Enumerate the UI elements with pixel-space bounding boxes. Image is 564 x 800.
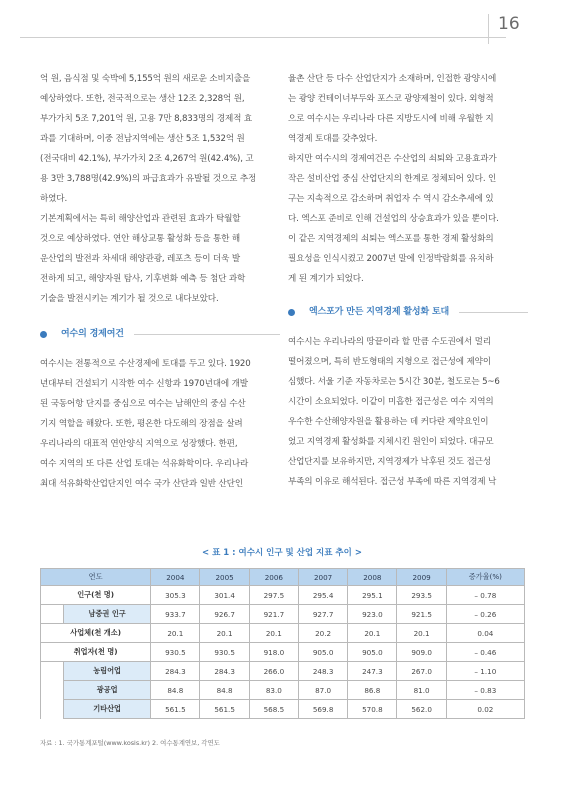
table-cell: 83.0 <box>249 681 298 700</box>
page-number: 16 <box>498 14 520 34</box>
table-cell: – 0.83 <box>446 681 524 700</box>
text-line: 억 원, 음식점 및 숙박에 5,155억 원의 새로운 소비지출을 <box>40 74 251 84</box>
text-line: 떨어졌으며, 특히 반도형태의 지형으로 접근성에 제약이 <box>288 357 491 367</box>
text-line: 기지 역할을 해왔다. 또한, 평온한 다도해의 장점을 살려 <box>40 419 243 429</box>
table-cell: 926.7 <box>200 605 249 624</box>
text-line: 것으로 예상하였다. 연안 해상교통 활성화 등을 통한 해 <box>40 234 240 244</box>
text-line: 여수 지역의 또 다른 산업 토대는 석유화학이다. 우리나라 <box>40 459 249 469</box>
section-heading-expo <box>288 301 528 323</box>
text-line: 작은 설비산업 중심 산업단지의 한계로 정체되어 있다. 인 <box>288 174 497 184</box>
table-cell: 20.1 <box>397 624 446 643</box>
table-cell: 20.1 <box>200 624 249 643</box>
text-line: 년대부터 건설되기 시작한 여수 신항과 1970년대에 개발 <box>40 379 248 389</box>
text-line: 된 국동어항 단지를 중심으로 여수는 남해안의 중심 수산 <box>40 399 246 409</box>
row-label: 농림어업 <box>64 662 151 681</box>
right-paragraph-3 <box>288 332 528 492</box>
table-cell: 568.5 <box>249 700 298 719</box>
table-cell: 248.3 <box>298 662 347 681</box>
table-row <box>41 586 525 605</box>
table-cell: 921.7 <box>249 605 298 624</box>
table-header-cell: 2008 <box>348 569 397 586</box>
text-line: 전하게 되고, 해양자원 탐사, 기후변화 예측 등 첨단 과학 <box>40 274 246 284</box>
row-label: 광공업 <box>64 681 151 700</box>
table-row <box>41 662 525 681</box>
right-paragraph-1 <box>288 69 528 149</box>
text-line: 산업단지를 보유하지만, 지역경제가 낙후된 것도 접근성 <box>288 457 491 467</box>
table-cell: 561.5 <box>151 700 200 719</box>
text-line: 으로 여수시는 우리나라 다른 지방도시에 비해 우월한 지 <box>288 114 494 124</box>
text-line: 여수시는 우리나라의 땅끝이라 할 만큼 수도권에서 멀리 <box>288 337 491 347</box>
text-line: 는 광양 컨테이너부두와 포스코 광양제철이 있다. 외형적 <box>288 94 494 104</box>
row-indent <box>41 605 64 624</box>
table-cell: 20.2 <box>298 624 347 643</box>
section-heading-text: 엑스포가 만든 지역경제 활성화 토대 <box>309 307 450 317</box>
table-header-cell: 2007 <box>298 569 347 586</box>
table-cell: 247.3 <box>348 662 397 681</box>
table-source-note: 자료 : 1. 국가통계포털(www.kosis.kr) 2. 여수통계연보, 각연도 <box>40 739 220 747</box>
table-header-cell: 증가율(%) <box>446 569 524 586</box>
table-row <box>41 681 525 700</box>
table-body <box>41 586 525 719</box>
table-cell: – 0.26 <box>446 605 524 624</box>
row-label: 남중권 인구 <box>64 605 151 624</box>
table-cell: 570.8 <box>348 700 397 719</box>
text-line: (전국대비 42.1%), 부가가치 2조 4,267억 원(42.4%), 고 <box>40 154 254 164</box>
left-column <box>40 69 280 494</box>
text-line: 우수한 수산해양자원을 활용하는 데 커다란 제약요인이 <box>288 417 489 427</box>
table-cell: 295.1 <box>348 586 397 605</box>
heading-rule <box>459 312 528 313</box>
text-line: 예상하였다. 또한, 전국적으로는 생산 12조 2,328억 원, <box>40 94 245 104</box>
table-cell: 295.4 <box>298 586 347 605</box>
table-cell: 20.1 <box>151 624 200 643</box>
table-cell: – 1.10 <box>446 662 524 681</box>
text-line: 운산업의 발전과 차세대 해양관광, 레포츠 등이 더욱 발 <box>40 254 240 264</box>
text-line: 었고 지역경제 활성화를 지체시킨 원인이 되었다. 대규모 <box>288 437 494 447</box>
text-line: 구는 지속적으로 감소하며 취업자 수 역시 감소추세에 있 <box>288 194 494 204</box>
table-cell: 297.5 <box>249 586 298 605</box>
table-row <box>41 605 525 624</box>
page-header <box>0 0 564 62</box>
right-paragraph-2 <box>288 149 528 289</box>
bullet-dot-icon <box>40 331 47 338</box>
text-line: 시간이 소요되었다. 이같이 미흡한 접근성은 여수 지역의 <box>288 397 494 407</box>
row-indent <box>41 662 64 681</box>
table-cell: 20.1 <box>249 624 298 643</box>
table-cell: 0.04 <box>446 624 524 643</box>
table-cell: 561.5 <box>200 700 249 719</box>
header-rule <box>20 37 506 38</box>
table-cell: 905.0 <box>348 643 397 662</box>
text-line: 심했다. 서울 기준 자동차로는 5시간 30분, 철도로는 5~6 <box>288 377 500 387</box>
left-paragraph-1 <box>40 69 280 209</box>
table-cell: – 0.46 <box>446 643 524 662</box>
left-paragraph-3 <box>40 354 280 494</box>
table-row <box>41 624 525 643</box>
table-cell: 562.0 <box>397 700 446 719</box>
table-cell: – 0.78 <box>446 586 524 605</box>
text-line: 부가가치 5조 7,201억 원, 고용 7만 8,833명의 경제적 효 <box>40 114 253 124</box>
table-cell: 927.7 <box>298 605 347 624</box>
table-cell: 86.8 <box>348 681 397 700</box>
indicator-table <box>40 568 525 719</box>
row-indent <box>41 681 64 700</box>
table-cell: 909.0 <box>397 643 446 662</box>
table-cell: 0.02 <box>446 700 524 719</box>
table-header-cell: 2005 <box>200 569 249 586</box>
table-header-cell: 2006 <box>249 569 298 586</box>
heading-rule <box>134 334 280 335</box>
text-line: 다. 엑스포 준비로 인해 건설업의 상승효과가 있을 뿐이다. <box>288 214 499 224</box>
text-line: 우리나라의 대표적 연안양식 지역으로 성장했다. 한편, <box>40 439 238 449</box>
text-line: 이 같은 지역경제의 쇠퇴는 엑스포를 통한 경제 활성화의 <box>288 234 494 244</box>
table-header-label: 연도 <box>41 569 151 586</box>
table-cell: 301.4 <box>200 586 249 605</box>
table-header-row <box>41 569 525 586</box>
table-cell: 87.0 <box>298 681 347 700</box>
text-line: 최대 석유화학산업단지인 여수 국가 산단과 일반 산단인 <box>40 479 243 489</box>
text-line: 율촌 산단 등 다수 산업단지가 소재하며, 인접한 광양시에 <box>288 74 497 84</box>
section-heading-text: 여수의 경제여건 <box>61 329 124 339</box>
right-column <box>288 69 528 492</box>
row-indent <box>41 700 64 719</box>
table-cell: 930.5 <box>151 643 200 662</box>
row-label: 인구(천 명) <box>41 586 151 605</box>
left-paragraph-2 <box>40 209 280 309</box>
table-cell: 20.1 <box>348 624 397 643</box>
header-separator <box>488 14 489 44</box>
table-cell: 905.0 <box>298 643 347 662</box>
row-label: 기타산업 <box>64 700 151 719</box>
bullet-dot-icon <box>288 309 295 316</box>
section-heading-economy <box>40 323 280 345</box>
table-cell: 81.0 <box>397 681 446 700</box>
text-line: 하지만 여수시의 경제여건은 수산업의 쇠퇴와 고용효과가 <box>288 154 497 164</box>
text-line: 부족의 이유로 해석된다. 접근성 부족에 따른 지역경제 낙 <box>288 477 497 487</box>
table-cell: 293.5 <box>397 586 446 605</box>
table-cell: 923.0 <box>348 605 397 624</box>
table-row <box>41 643 525 662</box>
table-cell: 569.8 <box>298 700 347 719</box>
text-line: 용 3만 3,788명(42.9%)의 파급효과가 유발될 것으로 추정 <box>40 174 257 184</box>
table-cell: 284.3 <box>151 662 200 681</box>
table-cell: 930.5 <box>200 643 249 662</box>
table-cell: 84.8 <box>151 681 200 700</box>
text-line: 여수시는 전통적으로 수산경제에 토대를 두고 있다. 1920 <box>40 359 251 369</box>
table-cell: 284.3 <box>200 662 249 681</box>
text-line: 과를 기대하며, 이중 전남지역에는 생산 5조 1,532억 원 <box>40 134 245 144</box>
table-cell: 84.8 <box>200 681 249 700</box>
text-line: 필요성을 인식시켰고 2007년 말에 인정박람회를 유치하 <box>288 254 494 264</box>
table-header-cell: 2009 <box>397 569 446 586</box>
text-line: 기술을 발전시키는 계기가 될 것으로 내다보았다. <box>40 294 219 304</box>
table-cell: 933.7 <box>151 605 200 624</box>
table-cell: 305.3 <box>151 586 200 605</box>
table-title: < 표 1 : 여수시 인구 및 산업 지표 추이 > <box>202 548 362 558</box>
text-line: 역경제 토대를 갖추었다. <box>288 134 378 144</box>
table-row <box>41 700 525 719</box>
text-line: 기본계획에서는 특히 해양산업과 관련된 효과가 탁월할 <box>40 214 241 224</box>
table-cell: 918.0 <box>249 643 298 662</box>
table-header-cell: 2004 <box>151 569 200 586</box>
text-line: 하였다. <box>40 194 68 204</box>
table-cell: 921.5 <box>397 605 446 624</box>
table-cell: 266.0 <box>249 662 298 681</box>
text-line: 게 된 계기가 되었다. <box>288 274 364 284</box>
row-label: 사업체(천 개소) <box>41 624 151 643</box>
row-label: 취업자(천 명) <box>41 643 151 662</box>
table-cell: 267.0 <box>397 662 446 681</box>
